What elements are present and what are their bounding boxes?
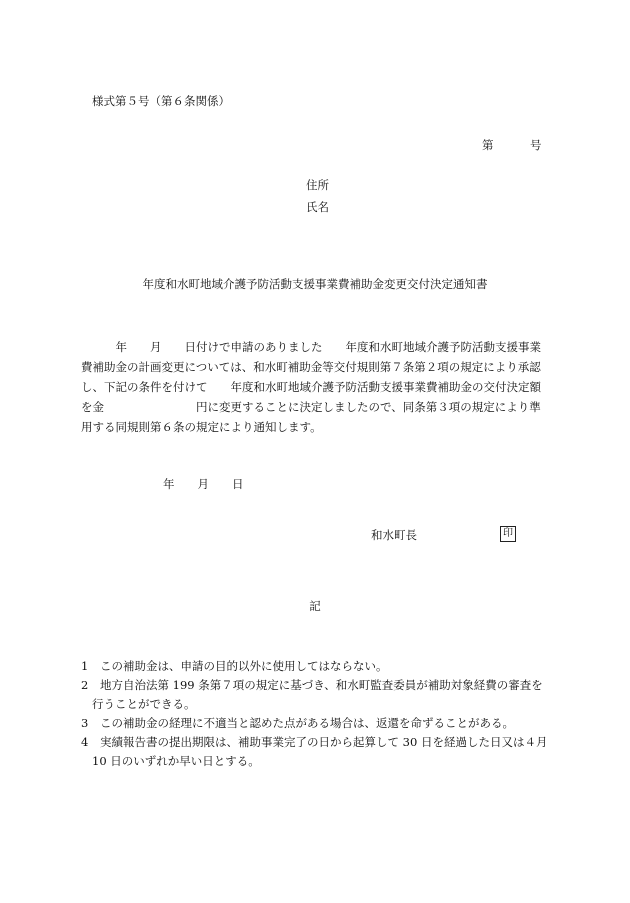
signer-title: 和水町長 [371,528,417,542]
condition-text: この補助金は、申請の目的以外に使用してはならない。 [100,659,388,673]
condition-text: この補助金の経理に不適当と認めた点がある場合は、返還を命ずることがある。 [100,716,514,730]
document-number-prefix: 第 [482,138,494,152]
notice-body-line: を金 円に変更することに決定しましたので、同条第３項の規定により準 [81,400,541,414]
form-label: 様式第５号（第６条関係） [92,94,230,108]
condition-item [81,714,561,733]
recipient-name-label: 氏名 [306,200,329,214]
condition-text: 地方自治法第 199 条第７項の規定に基づき、和水町監査委員が補助対象経費の審査を [100,678,543,692]
notice-body-line: し、下記の条件を付けて 年度和水町地域介護予防活動支援事業費補助金の交付決定額 [81,380,541,394]
ki-heading: 記 [309,599,321,613]
document-number-suffix: 号 [530,138,542,152]
condition-text-continued: 行うことができる。 [92,697,196,711]
seal-stamp: 印 [500,526,516,542]
condition-item [81,733,561,771]
recipient-address-label: 住所 [306,178,329,192]
condition-number: 2 [81,678,89,692]
notice-body-line: 年 月 日付けで申請のありました 年度和水町地域介護予防活動支援事業 [81,340,541,354]
document-title: 年度和水町地域介護予防活動支援事業費補助金変更交付決定通知書 [142,277,488,291]
condition-text: 実績報告書の提出期限は、補助事業完了の日から起算して 30 日を経過した日又は４月 [100,735,548,749]
notice-body-line: 用する同規則第６条の規定により通知します。 [81,420,322,434]
conditions-list [81,657,561,771]
condition-item [81,676,561,714]
condition-text-continued: 10 日のいずれか早い日とする。 [92,754,260,768]
condition-number: 3 [81,716,89,730]
condition-number: 1 [81,659,89,673]
issue-date: 年 月 日 [163,477,244,491]
condition-number: 4 [81,735,89,749]
notice-body-line: 費補助金の計画変更については、和水町補助金等交付規則第７条第２項の規定により承認 [81,360,541,374]
condition-item [81,657,561,676]
notice-body [81,337,551,437]
